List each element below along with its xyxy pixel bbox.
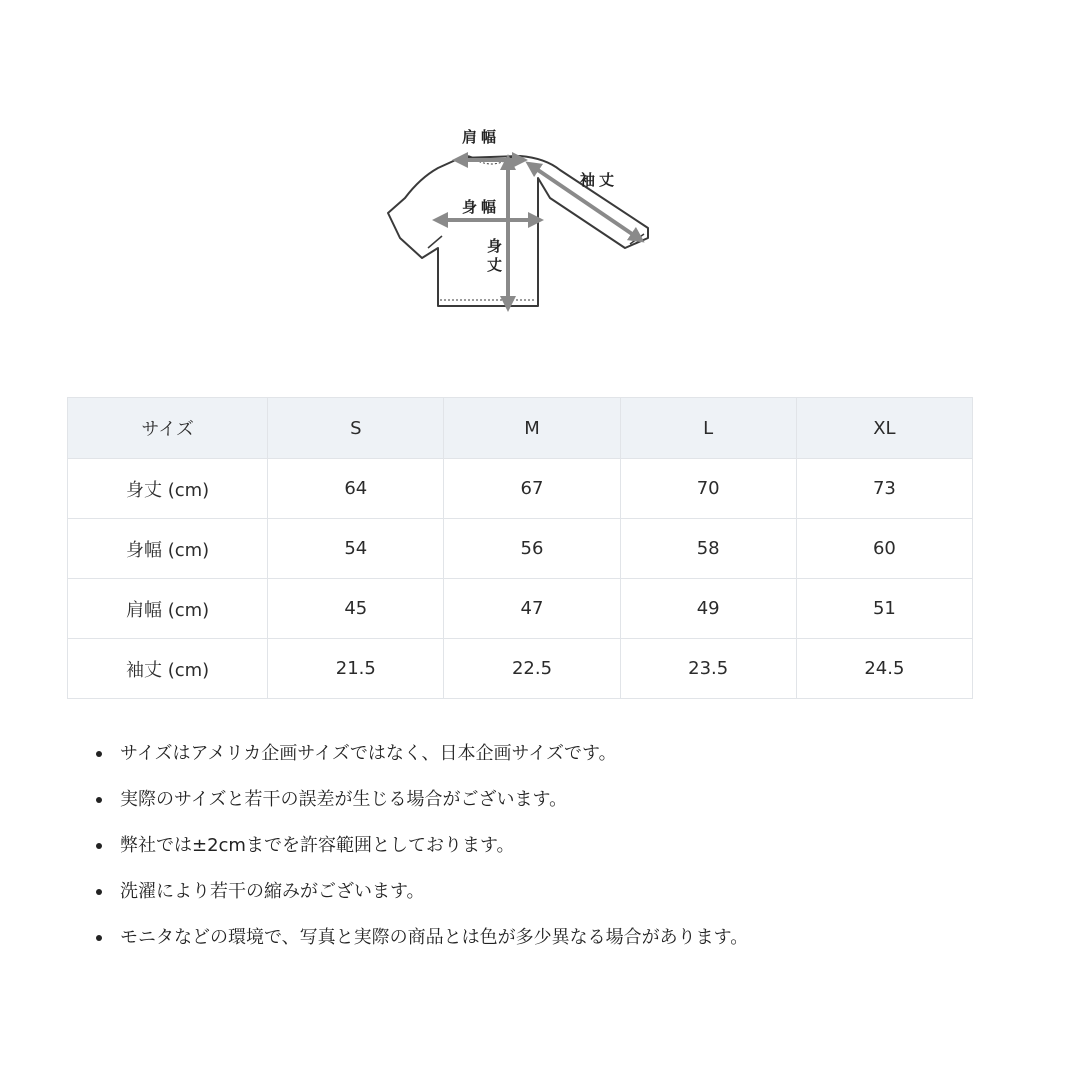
table-row xyxy=(68,459,973,519)
header-m: M xyxy=(444,398,620,459)
table-cell: 51 xyxy=(796,579,972,639)
row-label: 身幅 (cm) xyxy=(68,519,268,579)
table-header-row xyxy=(68,398,973,459)
body-width-label: 身幅 xyxy=(462,198,501,216)
body-length-label: 身丈 xyxy=(485,238,503,276)
table-cell: 60 xyxy=(796,519,972,579)
table-row xyxy=(68,519,973,579)
header-s: S xyxy=(268,398,444,459)
list-item: サイズはアメリカ企画サイズではなく、日本企画サイズです。 xyxy=(96,736,1036,782)
table-cell: 73 xyxy=(796,459,972,519)
size-diagram xyxy=(380,118,670,318)
list-item: 洗濯により若干の縮みがございます。 xyxy=(96,874,1036,920)
table-cell: 23.5 xyxy=(620,639,796,699)
table-cell: 45 xyxy=(268,579,444,639)
table-cell: 70 xyxy=(620,459,796,519)
header-xl: XL xyxy=(796,398,972,459)
table-row xyxy=(68,639,973,699)
row-label: 肩幅 (cm) xyxy=(68,579,268,639)
table-cell: 49 xyxy=(620,579,796,639)
row-label: 身丈 (cm) xyxy=(68,459,268,519)
sleeve-length-label: 袖丈 xyxy=(580,171,619,189)
table-cell: 67 xyxy=(444,459,620,519)
table-cell: 56 xyxy=(444,519,620,579)
table-cell: 47 xyxy=(444,579,620,639)
table-cell: 24.5 xyxy=(796,639,972,699)
size-table xyxy=(67,397,973,699)
row-label: 袖丈 (cm) xyxy=(68,639,268,699)
table-cell: 54 xyxy=(268,519,444,579)
tshirt-diagram-icon xyxy=(380,118,670,318)
shoulder-width-label: 肩幅 xyxy=(462,128,501,146)
list-item: 弊社では±2cmまでを許容範囲としております。 xyxy=(96,828,1036,874)
header-l: L xyxy=(620,398,796,459)
notes-list xyxy=(96,736,1036,966)
list-item: モニタなどの環境で、写真と実際の商品とは色が多少異なる場合があります。 xyxy=(96,920,1036,966)
table-cell: 64 xyxy=(268,459,444,519)
table-cell: 58 xyxy=(620,519,796,579)
header-size: サイズ xyxy=(68,398,268,459)
list-item: 実際のサイズと若干の誤差が生じる場合がございます。 xyxy=(96,782,1036,828)
table-row xyxy=(68,579,973,639)
table-cell: 22.5 xyxy=(444,639,620,699)
table-cell: 21.5 xyxy=(268,639,444,699)
